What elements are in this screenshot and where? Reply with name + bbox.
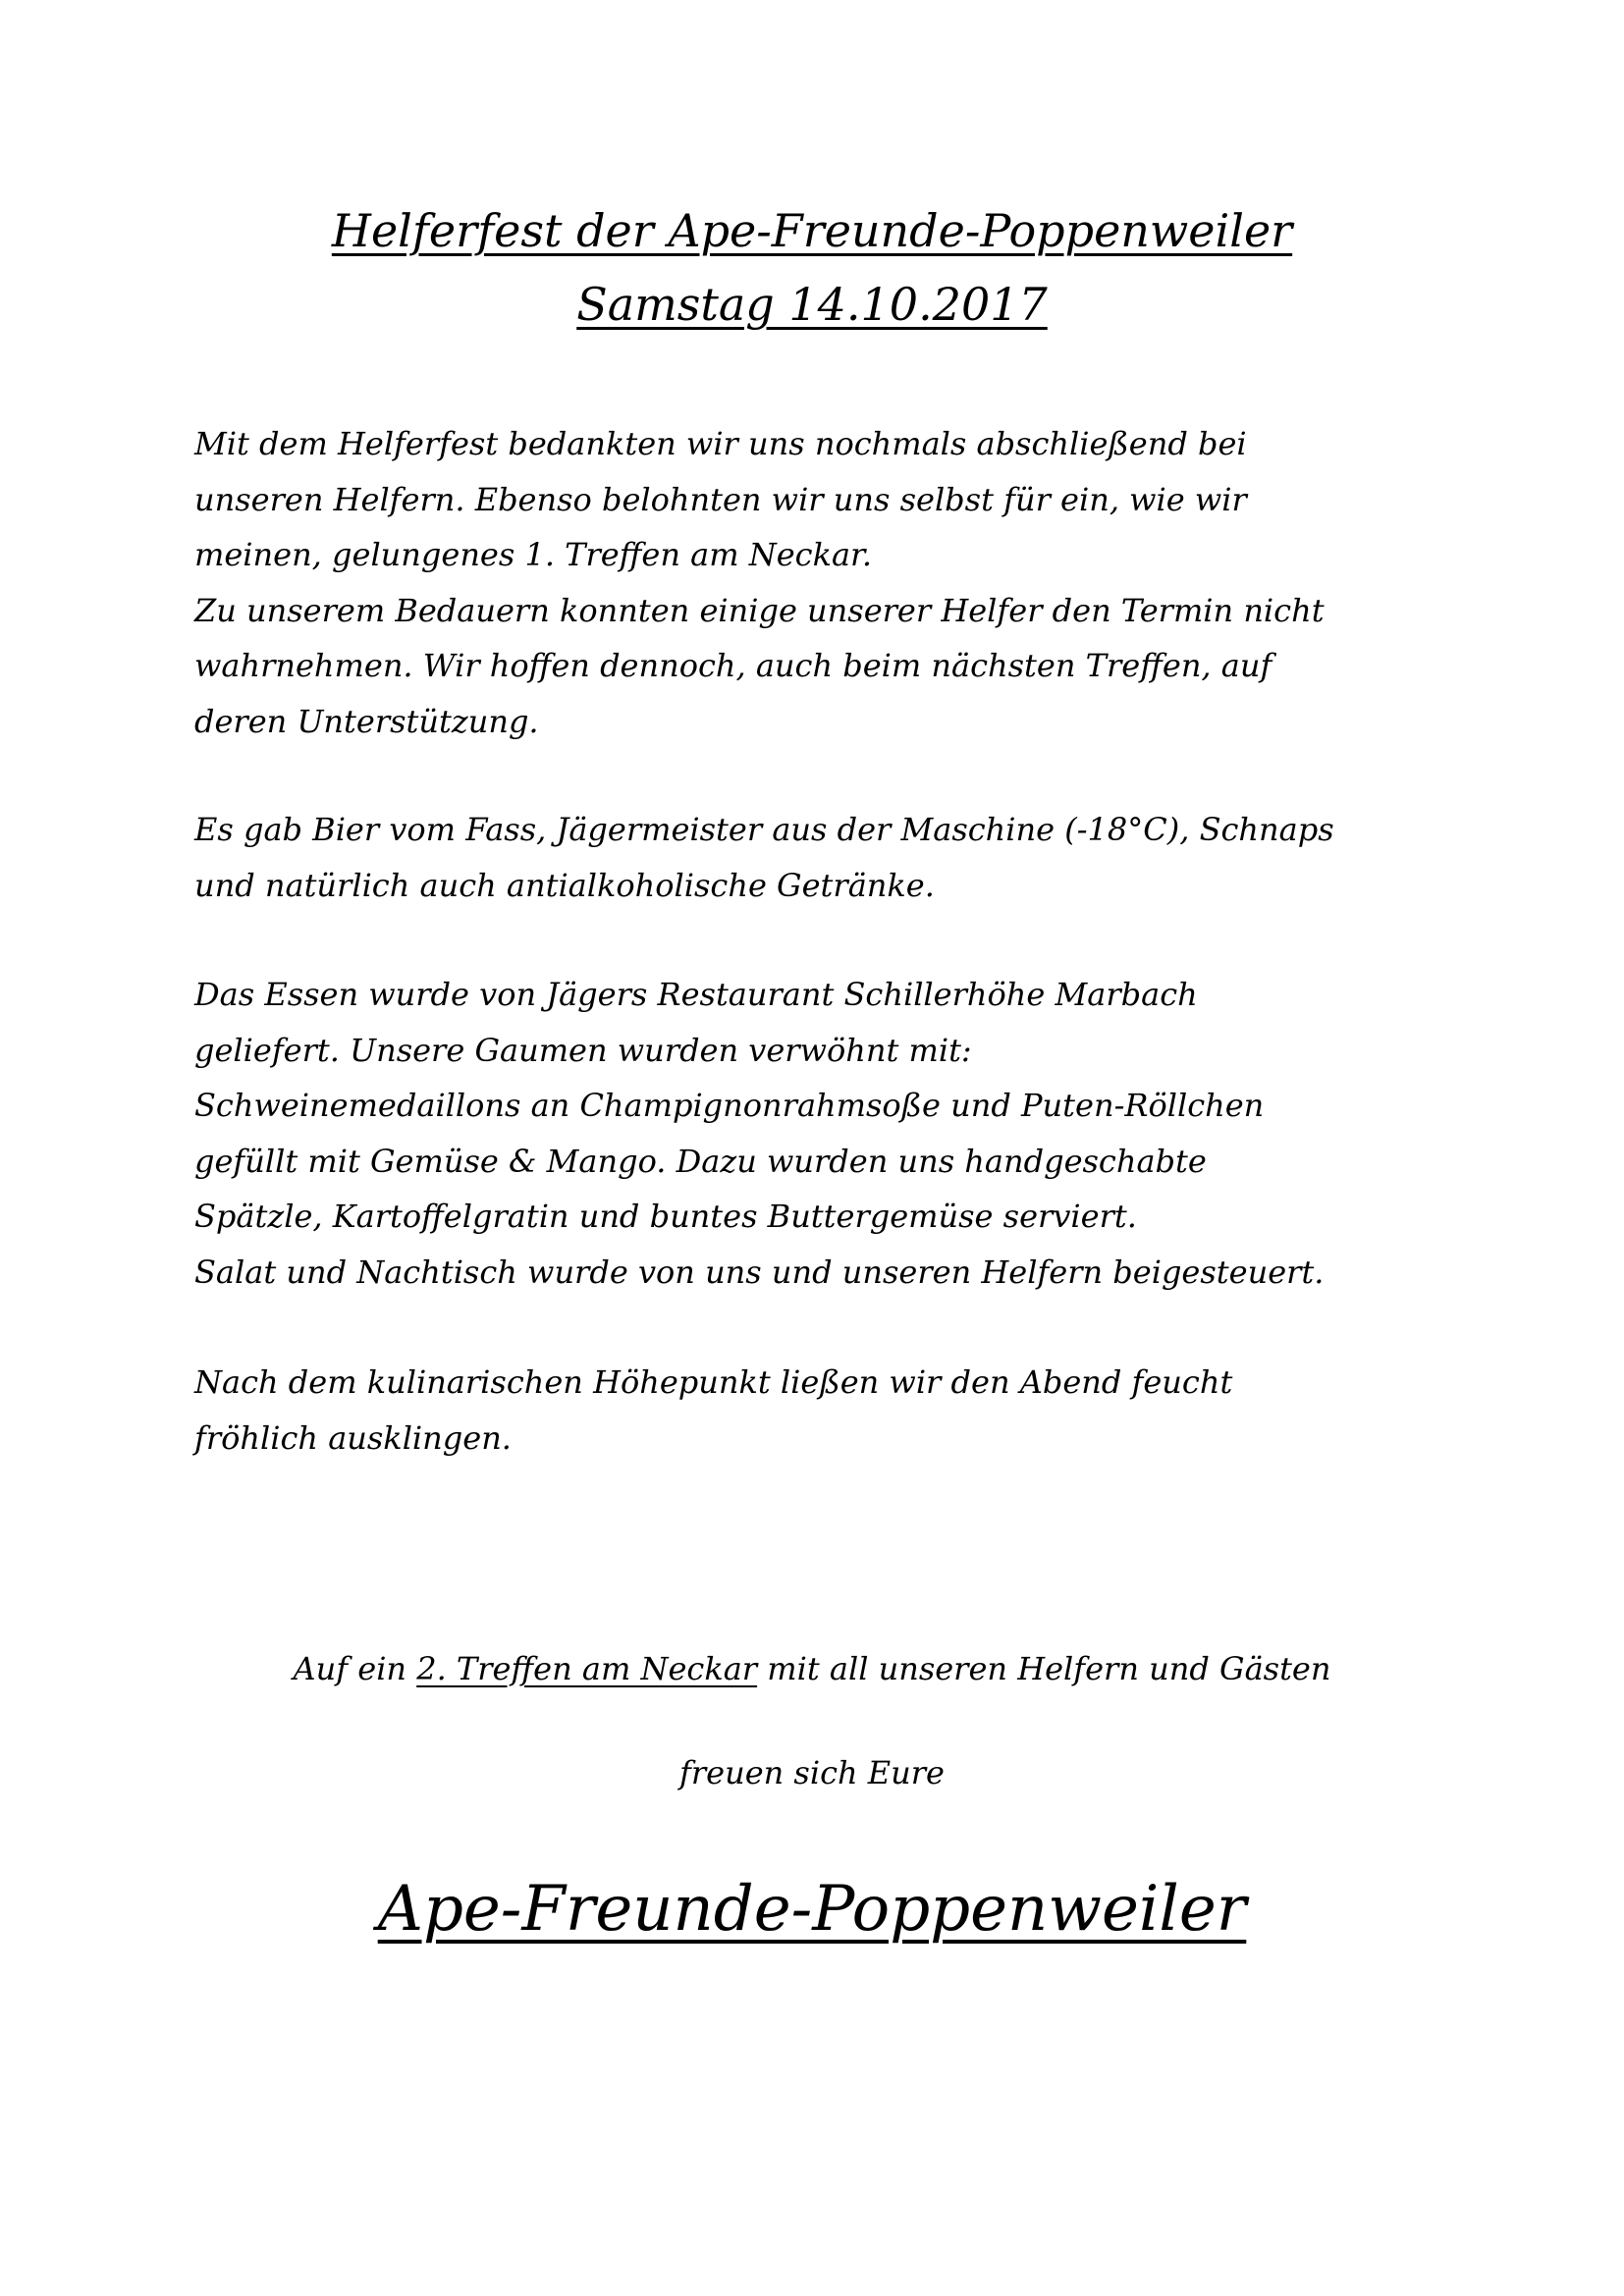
next-meeting-text: 2. Treffen am Neckar — [416, 1650, 758, 1687]
text-line: Schweinemedaillons an Champignonrahmsoße und Puten-Röllchen — [194, 1087, 1265, 1124]
paragraph-food — [194, 967, 1461, 1300]
paragraph-drinks — [194, 802, 1461, 913]
text-line: Salat und Nachtisch wurde von uns und unseren Helfern beigesteuert. — [194, 1253, 1325, 1291]
text-line: deren Unterstützung. — [194, 702, 539, 740]
text-line: unseren Helfern. Ebenso belohnten wir uns selbst für ein, wie wir — [194, 480, 1247, 518]
text-line: Das Essen wurde von Jägers Restaurant Schillerhöhe Marbach — [194, 976, 1198, 1013]
text-line: Mit dem Helferfest bedankten wir uns nochmals abschließend bei — [194, 425, 1247, 462]
closing-greeting: freuen sich Eure — [679, 1754, 945, 1791]
text-line: Es gab Bier vom Fass, Jägermeister aus der Maschine (-18°C), Schnaps — [194, 811, 1334, 848]
text-line: und natürlich auch antialkoholische Getränke. — [194, 866, 935, 904]
signature-club-name — [0, 1855, 1624, 1963]
closing-invitation — [0, 1641, 1624, 1696]
paragraph-thanks — [194, 416, 1461, 749]
text-line: Nach dem kulinarischen Höhepunkt ließen wir den Abend feucht — [194, 1363, 1233, 1401]
closing-text-start: Auf ein — [293, 1650, 417, 1687]
date-text: Samstag 14.10.2017 — [576, 278, 1048, 331]
text-line: gefüllt mit Gemüse & Mango. Dazu wurden uns handgeschabte — [194, 1142, 1207, 1180]
document-title — [0, 194, 1624, 342]
paragraph-evening — [194, 1355, 1461, 1466]
title-line-1 — [0, 194, 1624, 268]
text-line: geliefert. Unsere Gaumen wurden verwöhnt mit: — [194, 1031, 972, 1069]
text-line: fröhlich ausklingen. — [194, 1418, 512, 1457]
closing-text-end: mit all unseren Helfern und Gästen — [757, 1650, 1331, 1687]
text-line: wahrnehmen. Wir hoffen dennoch, auch beim nächsten Treffen, auf — [194, 647, 1272, 684]
text-line: Zu unserem Bedauern konnten einige unserer Helfer den Termin nicht — [194, 591, 1325, 629]
text-line: meinen, gelungenes 1. Treffen am Neckar. — [194, 536, 872, 573]
signature-text: Ape-Freunde-Poppenweiler — [377, 1873, 1247, 1946]
title-line-2 — [0, 268, 1624, 342]
title-text: Helferfest der Ape-Freunde-Poppenweiler — [331, 204, 1293, 257]
text-line: Spätzle, Kartoffelgratin und buntes Buttergemüse serviert. — [194, 1198, 1137, 1235]
